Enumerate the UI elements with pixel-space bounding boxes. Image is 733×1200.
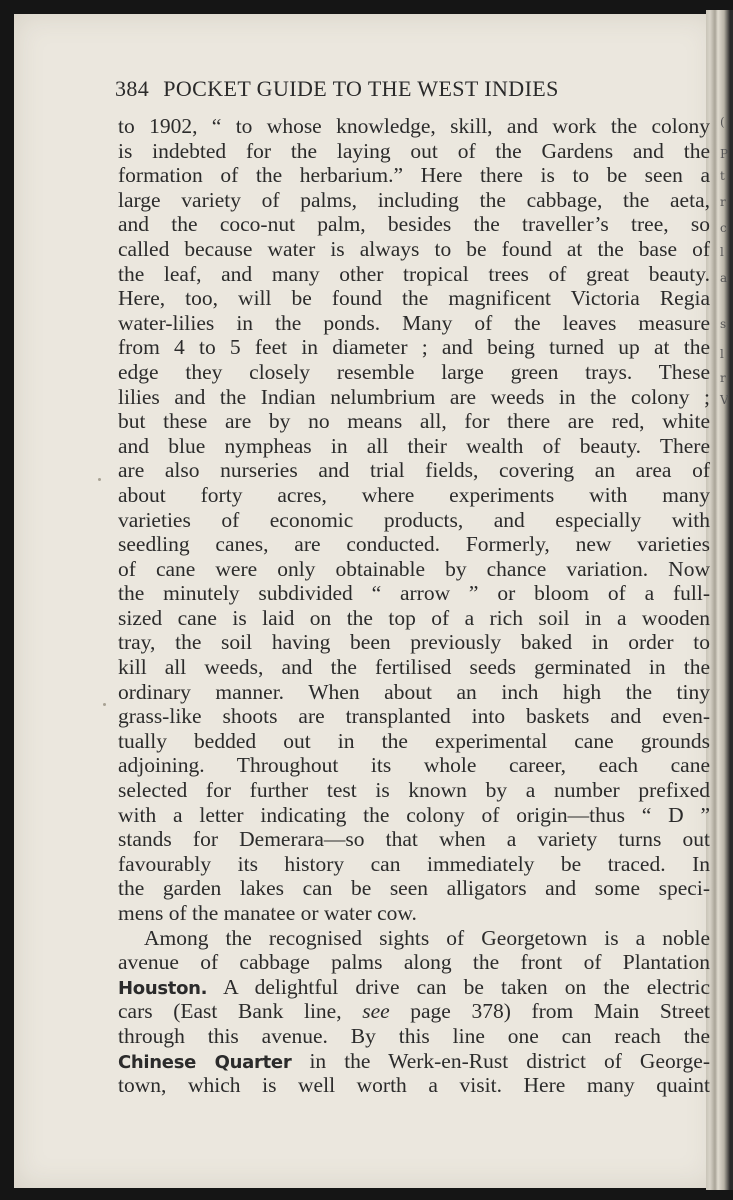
text-line: grass-like shoots are transplanted into baskets and even-	[118, 704, 710, 729]
text-line: selected for further test is known by a number prefixed	[118, 778, 710, 803]
text-line: about forty acres, where experiments with many	[118, 482, 710, 507]
text-line: are also nurseries and trial fields, covering an area of	[118, 458, 710, 483]
text-line: seedling canes, are conducted. Formerly, new varieties	[118, 532, 710, 557]
text-line: Among the recognised sights of Georgetown is a noble	[144, 925, 710, 950]
running-head	[115, 76, 715, 102]
text-span: page 378) from Main Street	[389, 999, 710, 1024]
paper-speck	[103, 703, 106, 706]
text-line: to 1902, “ to whose knowledge, skill, and work the colony	[118, 114, 710, 138]
edge-fragment: (	[720, 115, 725, 129]
text-line: water-lilies in the ponds. Many of the leaves measure	[118, 310, 710, 335]
text-line: favourably its history can immediately be traced. In	[118, 851, 710, 876]
text-line	[118, 975, 710, 1000]
text-line: varieties of economic products, and especially with	[118, 507, 710, 532]
text-span: in the Werk-en-Rust district of George-	[291, 1048, 710, 1073]
text-line: avenue of cabbage palms along the front of Plantation	[118, 950, 710, 975]
text-line: of cane were only obtainable by chance variation. Now	[118, 556, 710, 581]
text-line: Here, too, will be found the magnificent Victoria Regia	[118, 286, 710, 311]
text-line: ordinary manner. When about an inch high the tiny	[118, 679, 710, 704]
text-line: but these are by no means all, for there are red, white	[118, 409, 710, 434]
text-line	[118, 1049, 710, 1074]
edge-fragment: r	[720, 371, 726, 385]
text-line: called because water is always to be found at the base of	[118, 236, 710, 261]
text-line: stands for Demerara—so that when a variety turns out	[118, 827, 710, 852]
text-line: the leaf, and many other tropical trees of great beauty.	[118, 261, 710, 286]
edge-fragment: P	[720, 147, 729, 161]
place-name-chinese-quarter: Chinese Quarter	[118, 1051, 292, 1073]
text-line: and blue nympheas in all their wealth of beauty. There	[118, 433, 710, 458]
text-line: kill all weeds, and the fertilised seeds germinated in the	[118, 655, 710, 680]
text-line	[118, 999, 710, 1024]
text-span: cars (East Bank line,	[118, 999, 363, 1024]
text-line: the minutely subdivided “ arrow ” or bloom of a full-	[118, 581, 710, 606]
text-line: tray, the soil having been previously baked in order to	[118, 630, 710, 655]
text-line: through this avenue. By this line one can reach the	[118, 1023, 710, 1048]
edge-fragment: a	[720, 271, 728, 285]
text-line: from 4 to 5 feet in diameter ; and being turned up at the	[118, 335, 710, 360]
edge-fragment: l	[720, 245, 724, 259]
body-text	[118, 114, 710, 1098]
text-line: and the coco-nut palm, besides the traveller’s tree, so	[118, 212, 710, 237]
edge-fragment: t	[720, 169, 725, 183]
edge-fragment: s	[720, 317, 727, 331]
text-line: town, which is well worth a visit. Here many quaint	[118, 1073, 710, 1098]
text-line: the garden lakes can be seen alligators and some speci-	[118, 876, 710, 901]
book-title: POCKET GUIDE TO THE WEST INDIES	[163, 76, 559, 101]
text-line: edge they closely resemble large green trays. These	[118, 359, 710, 384]
paper-speck	[98, 478, 101, 481]
text-span: A delightful drive can be taken on the electric	[207, 974, 710, 999]
edge-fragment: V	[720, 393, 729, 407]
text-line: tually bedded out in the experimental cane grounds	[118, 728, 710, 753]
text-line: lilies and the Indian nelumbrium are weeds in the colony ;	[118, 384, 710, 409]
place-name-houston: Houston.	[118, 977, 208, 999]
page-number: 384	[115, 76, 150, 101]
text-line: mens of the manatee or water cow.	[118, 901, 417, 925]
text-line: is indebted for the laying out of the Gardens and the	[118, 138, 710, 163]
edge-fragment: l	[720, 347, 724, 361]
text-line: sized cane is laid on the top of a rich soil in a wooden	[118, 605, 710, 630]
next-page-edge	[706, 10, 733, 1190]
italic-see: see	[362, 999, 390, 1024]
text-line: large variety of palms, including the cabbage, the aeta,	[118, 187, 710, 212]
edge-fragment: c	[720, 221, 727, 235]
edge-fragment: r	[720, 195, 726, 209]
text-line: formation of the herbarium.” Here there is to be seen a	[118, 163, 710, 188]
text-line: adjoining. Throughout its whole career, each cane	[118, 753, 710, 778]
text-line: with a letter indicating the colony of origin—thus “ D ”	[118, 802, 710, 827]
